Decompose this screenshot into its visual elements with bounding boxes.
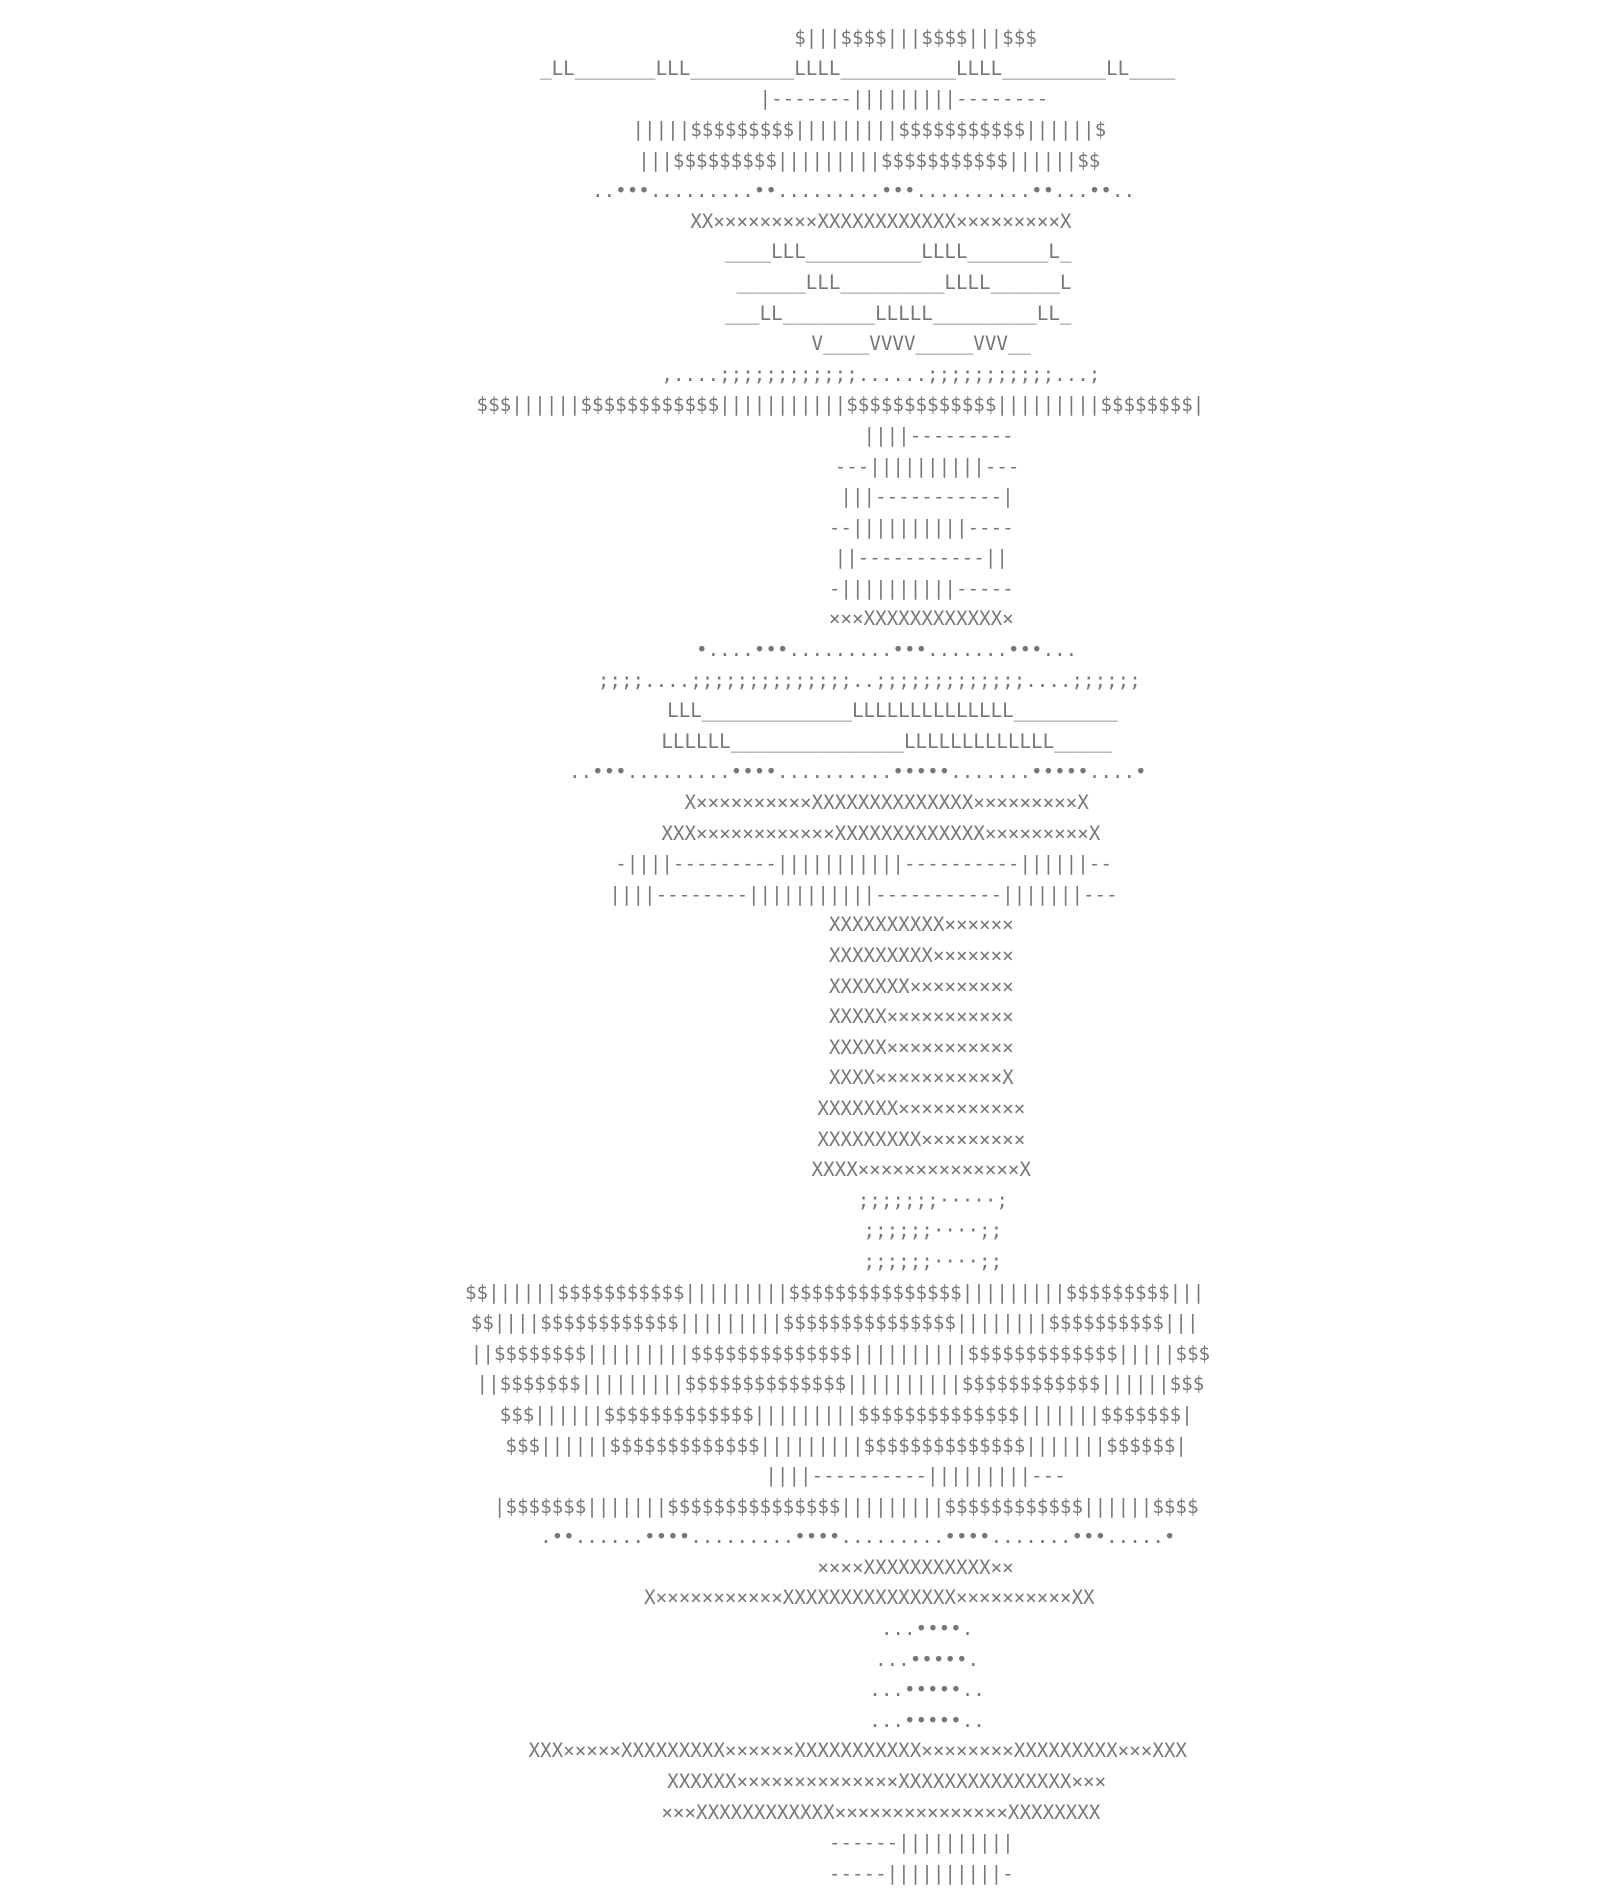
ascii-line: |-------|||||||||-------- xyxy=(551,87,1049,111)
ascii-line: ×××XXXXXXXXXXXX× xyxy=(586,607,1014,631)
ascii-line: ...••••. xyxy=(626,1617,974,1641)
ascii-line: ;;;;;;;·····; xyxy=(592,1188,1008,1212)
ascii-line: ------|||||||||| xyxy=(586,1831,1014,1855)
ascii-line: ...•••••. xyxy=(620,1647,980,1671)
ascii-line: ...•••••.. xyxy=(615,1678,985,1702)
ascii-line: ..•••.........••••..........•••••.......•••••....• xyxy=(453,760,1147,784)
ascii-line: --||||||||||---- xyxy=(586,515,1014,539)
ascii-line: ____LLL__________LLLL_______L_ xyxy=(528,240,1072,264)
ascii-line: XXXX××××××××××××××X xyxy=(568,1158,1032,1182)
ascii-line: |$$$$$$$|||||||$$$$$$$$$$$$$$$|||||||||$$$$$$$$$$$$||||||$$$$ xyxy=(401,1494,1199,1518)
ascii-line: -||||||||||----- xyxy=(586,576,1014,600)
ascii-line: LLL_____________LLLLLLLLLLLLLL_________ xyxy=(482,699,1118,723)
ascii-line: XXXXX××××××××××× xyxy=(586,1035,1014,1059)
ascii-line: $$$||||||$$$$$$$$$$$$$|||||||||$$$$$$$$$$$$$$|||||||$$$$$$$| xyxy=(407,1402,1193,1426)
ascii-line: ______LLL_________LLLL______L xyxy=(528,270,1072,294)
ascii-line: XXXXXXX××××××××× xyxy=(586,974,1014,998)
ascii-art-canvas xyxy=(0,19,1600,1885)
ascii-line: ..•••.........••.........•••..........••...••.. xyxy=(464,179,1135,203)
ascii-line: XXXXXXX××××××××××× xyxy=(574,1096,1026,1120)
ascii-line: ---||||||||||--- xyxy=(580,454,1020,478)
ascii-line: _LL_______LLL_________LLLL__________LLLL_________LL____ xyxy=(424,56,1176,80)
ascii-line: XXXX×××××××××××X xyxy=(586,1066,1014,1090)
ascii-line: ××××XXXXXXXXXXX×× xyxy=(586,1555,1014,1579)
ascii-line: -||||---------|||||||||||----------||||||-- xyxy=(488,852,1112,876)
ascii-line: $|||$$$$|||$$$$|||$$$ xyxy=(563,26,1037,50)
ascii-line: $$$||||||$$$$$$$$$$$$$|||||||||$$$$$$$$$$$$$$|||||||$$$$$$| xyxy=(413,1433,1187,1457)
ascii-line: |||$$$$$$$$$|||||||||$$$$$$$$$$$||||||$$ xyxy=(499,148,1101,172)
ascii-line: |||||$$$$$$$$$|||||||||$$$$$$$$$$$||||||$ xyxy=(493,117,1107,141)
ascii-line: XXXXXXXXX××××××× xyxy=(586,944,1014,967)
ascii-line: XXX××××××××××××XXXXXXXXXXXXX×××××××××X xyxy=(499,821,1101,845)
ascii-line: ___LL________LLLLL_________LL_ xyxy=(528,301,1072,325)
ascii-line: .••......••••.........••••.........••••.......•••.....• xyxy=(424,1525,1176,1549)
ascii-line: ||$$$$$$$$|||||||||$$$$$$$$$$$$$$||||||||||$$$$$$$$$$$$$|||||$$$ xyxy=(389,1341,1211,1365)
ascii-line: ||-----------|| xyxy=(592,546,1008,570)
ascii-line: ;;;;;;····;; xyxy=(597,1249,1003,1273)
ascii-line: XXXXXX××××××××××××××XXXXXXXXXXXXXXX××× xyxy=(493,1770,1107,1794)
ascii-line: ||||--------- xyxy=(586,423,1014,447)
ascii-line: XXXXXXXXX××××××××× xyxy=(574,1127,1026,1151)
ascii-line: X××××××××××XXXXXXXXXXXXXX×××××××××X xyxy=(511,791,1089,815)
ascii-line: ||$$$$$$$|||||||||$$$$$$$$$$$$$$||||||||||$$$$$$$$$$$$||||||$$$ xyxy=(395,1372,1205,1396)
ascii-line: ...•••••.. xyxy=(615,1708,985,1732)
ascii-line: ×××XXXXXXXXXXXX×××××××××××××××XXXXXXXX xyxy=(499,1800,1101,1824)
ascii-line: ;;;;;;····;; xyxy=(597,1219,1003,1243)
ascii-line: $$||||||$$$$$$$$$$$|||||||||$$$$$$$$$$$$$$$|||||||||$$$$$$$$$||| xyxy=(395,1280,1205,1304)
ascii-line: ;;;;....;;;;;;;;;;;;;;..;;;;;;;;;;;;;....;;;;;; xyxy=(459,668,1141,692)
ascii-line: XX×××××××××XXXXXXXXXXXX×××××××××X xyxy=(528,209,1072,233)
ascii-line: $$$||||||$$$$$$$$$$$$|||||||||||$$$$$$$$$$$$$|||||||||$$$$$$$$| xyxy=(395,393,1205,417)
ascii-line: |||-----------| xyxy=(586,485,1014,509)
ascii-line: ||||----------|||||||||--- xyxy=(534,1464,1066,1488)
ascii-line: $$||||$$$$$$$$$$$$|||||||||$$$$$$$$$$$$$$$||||||||$$$$$$$$$$||| xyxy=(401,1311,1199,1335)
ascii-line: ||||--------|||||||||||-----------|||||||--- xyxy=(482,882,1118,906)
ascii-line: X×××××××××××XXXXXXXXXXXXXXX××××××××××XX xyxy=(505,1586,1095,1610)
ascii-line: XXX×××××XXXXXXXXX××××××XXXXXXXXXXX××××××××XXXXXXXXX×××XXX xyxy=(413,1739,1187,1763)
ascii-line: •....•••.........•••.......•••... xyxy=(522,638,1078,662)
ascii-line: ,....;;;;;;;;;;;;......;;;;;;;;;;;...; xyxy=(499,362,1101,386)
ascii-line: XXXXXXXXXX×××××× xyxy=(586,913,1014,937)
ascii-line: LLLLLL_______________LLLLLLLLLLLLL_____ xyxy=(488,729,1112,753)
ascii-line: V____VVVV_____VVV__ xyxy=(568,332,1032,356)
ascii-line: XXXXX××××××××××× xyxy=(586,1005,1014,1029)
ascii-line: -----||||||||||- xyxy=(586,1861,1014,1885)
